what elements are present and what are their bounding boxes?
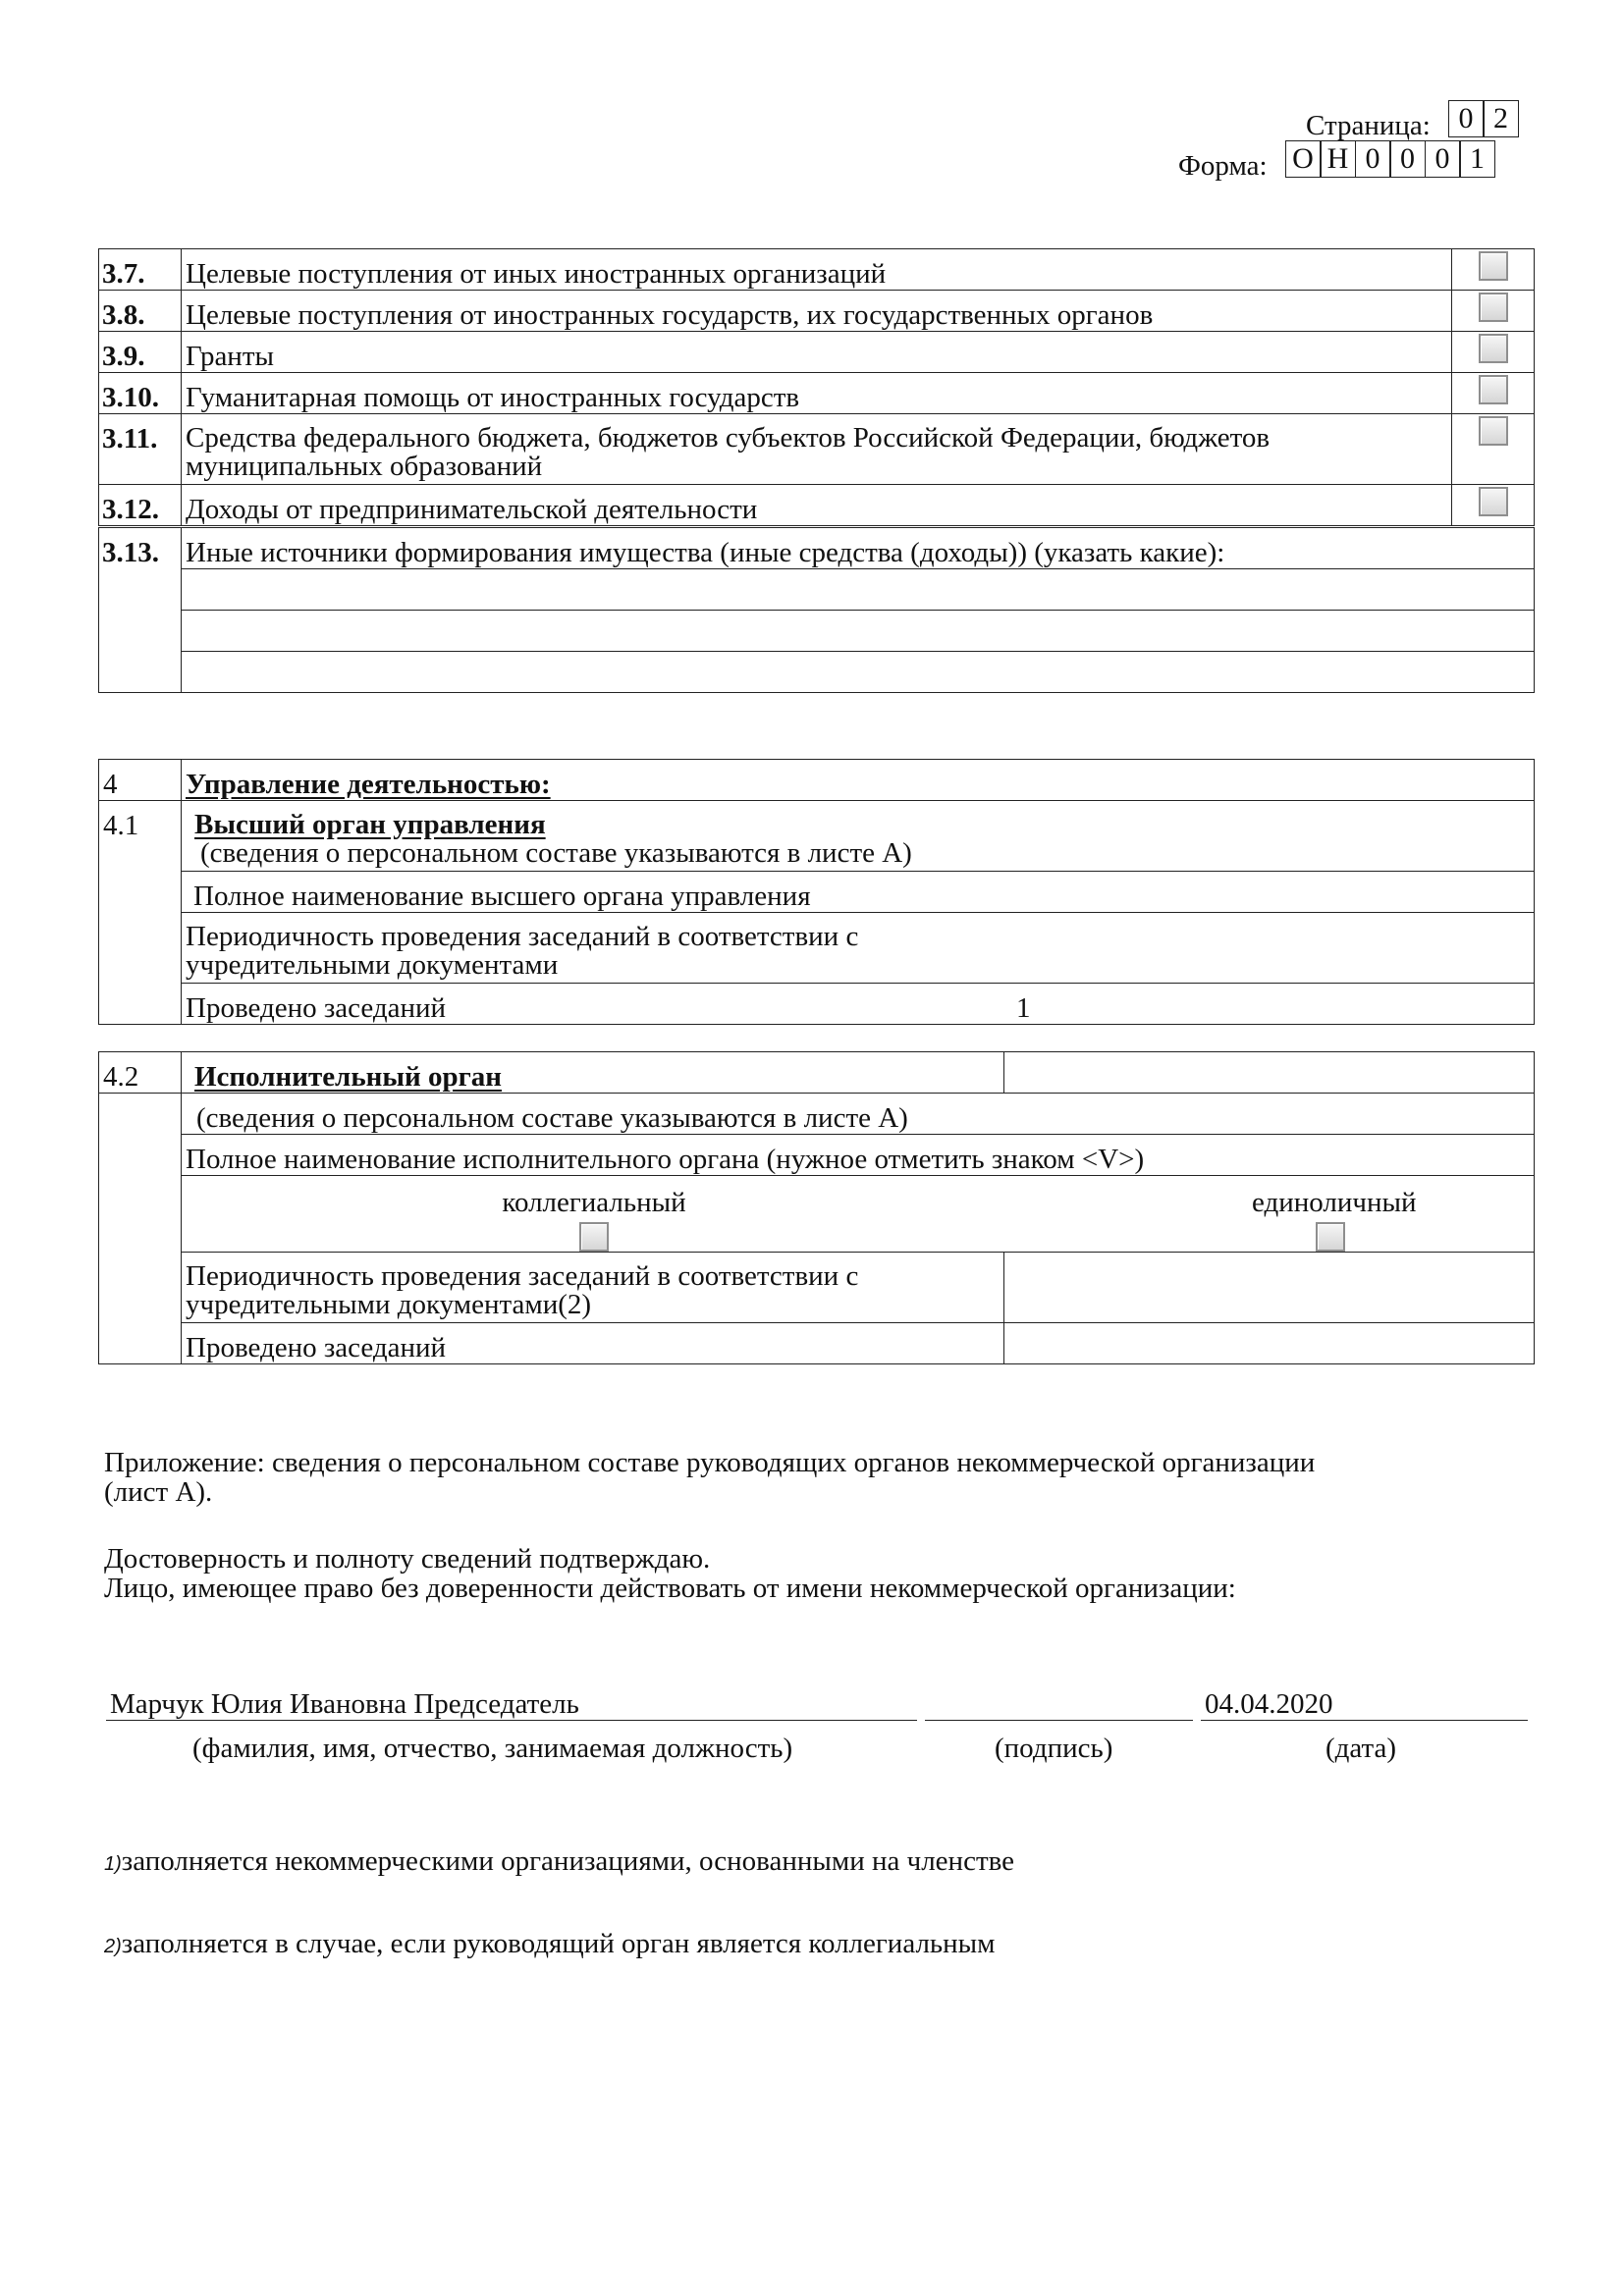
section4-2-table <box>98 1051 1535 1364</box>
table-row <box>99 1323 1535 1364</box>
section-number: 4 <box>99 760 182 801</box>
full-name-label: Полное наименование исполнительного органа (нужное отметить знаком <V>) <box>182 1135 1535 1176</box>
name-caption: (фамилия, имя, отчество, занимаемая должность) <box>192 1733 793 1764</box>
meetings-label: Проведено заседаний <box>182 1323 1004 1364</box>
section-number: 4.2 <box>99 1052 182 1094</box>
option-collegial <box>496 1188 692 1253</box>
row-number: 3.12. <box>99 485 182 526</box>
form-label: Форма: <box>1178 150 1268 182</box>
row-number: 3.11. <box>99 414 182 485</box>
appendix-text-continued: (лист А). <box>104 1476 213 1508</box>
meetings-label: Проведено заседаний <box>186 992 447 1024</box>
full-name-label: Полное наименование высшего органа управления <box>182 872 1535 913</box>
date-underline <box>1201 1720 1528 1721</box>
table-row <box>99 485 1535 526</box>
checkbox[interactable] <box>1479 334 1508 363</box>
page-label: Страница: <box>1306 110 1431 141</box>
subsection-note: (сведения о персональном составе указываются в листе А) <box>200 837 912 869</box>
row-text: Целевые поступления от иных иностранных организаций <box>182 249 1452 291</box>
signature-underline[interactable] <box>925 1720 1193 1721</box>
table-row <box>99 872 1535 913</box>
form-code-char: 0 <box>1425 140 1461 178</box>
meetings-value[interactable] <box>1004 1323 1535 1364</box>
subsection-title: Высший орган управления <box>194 809 546 840</box>
table-row <box>99 1176 1535 1253</box>
row-number: 3.10. <box>99 373 182 414</box>
executive-body-value[interactable] <box>1004 1052 1535 1094</box>
page-digit: 0 <box>1448 100 1485 137</box>
table-row <box>99 373 1535 414</box>
other-source-line[interactable] <box>182 652 1535 693</box>
page-number-boxes <box>1449 100 1519 137</box>
checkbox[interactable] <box>1479 251 1508 281</box>
footnote-text: заполняется в случае, если руководящий орган является коллегиальным <box>121 1928 996 1959</box>
subsection-note: (сведения о персональном составе указываются в листе А) <box>182 1094 1535 1135</box>
row-text: Гуманитарная помощь от иностранных государств <box>182 373 1452 414</box>
form-code-char: Н <box>1320 140 1356 178</box>
page-digit: 2 <box>1483 100 1519 137</box>
periodicity-label-continued: учредительными документами(2) <box>186 1289 592 1320</box>
form-code-char: 0 <box>1355 140 1391 178</box>
signer-name-value: Марчук Юлия Ивановна Председатель <box>110 1688 579 1720</box>
table-row <box>99 913 1535 984</box>
periodicity-label: Периодичность проведения заседаний в соответствии с <box>186 1260 859 1292</box>
section-title: Управление деятельностью: <box>182 760 1535 801</box>
other-source-line[interactable] <box>182 569 1535 611</box>
table-row <box>99 984 1535 1025</box>
authorized-person-text: Лицо, имеющее право без доверенности действовать от имени некоммерческой организации: <box>104 1573 1236 1604</box>
form-code-char: О <box>1285 140 1322 178</box>
table-row <box>99 332 1535 373</box>
signature-caption: (подпись) <box>995 1733 1113 1764</box>
row-text-continued: муниципальных образований <box>186 451 543 482</box>
table-row <box>99 1135 1535 1176</box>
table-row <box>99 291 1535 332</box>
appendix-text: Приложение: сведения о персональном составе руководящих органов некоммерческой организации <box>104 1447 1316 1478</box>
row-text: Средства федерального бюджета, бюджетов субъектов Российской Федерации, бюджетов <box>186 422 1271 454</box>
section4-1-table <box>98 759 1535 1025</box>
option-sole-label: единоличный <box>1252 1187 1417 1218</box>
row-number: 3.13. <box>99 528 182 693</box>
checkbox[interactable] <box>1479 416 1508 446</box>
footnote-mark: 1) <box>104 1853 122 1875</box>
row-number: 3.9. <box>99 332 182 373</box>
row-text: Доходы от предпринимательской деятельности <box>182 485 1452 526</box>
sole-checkbox[interactable] <box>1316 1222 1345 1252</box>
date-caption: (дата) <box>1325 1733 1397 1764</box>
form-code-boxes <box>1286 140 1495 178</box>
option-collegial-label: коллегиальный <box>502 1187 686 1218</box>
confirmation-text: Достоверность и полноту сведений подтверждаю. <box>104 1543 711 1575</box>
row-text: Целевые поступления от иностранных государств, их государственных органов <box>182 291 1452 332</box>
row-text: Гранты <box>182 332 1452 373</box>
section3-sources-table <box>98 248 1535 526</box>
subsection-title: Исполнительный орган <box>182 1052 1004 1094</box>
periodicity-label-continued: учредительными документами <box>186 949 559 981</box>
footnote-mark: 2) <box>104 1936 122 1957</box>
name-underline <box>106 1720 917 1721</box>
table-row <box>99 1094 1535 1135</box>
periodicity-label: Периодичность проведения заседаний в соответствии с <box>186 921 859 952</box>
checkbox[interactable] <box>1479 293 1508 322</box>
checkbox[interactable] <box>1479 375 1508 404</box>
checkbox[interactable] <box>1479 487 1508 516</box>
table-row <box>99 801 1535 872</box>
footnote-text: заполняется некоммерческими организациями, основанными на членстве <box>121 1845 1015 1877</box>
meetings-value: 1 <box>1016 992 1031 1024</box>
table-row <box>99 528 1535 569</box>
table-row <box>99 249 1535 291</box>
other-source-line[interactable] <box>182 611 1535 652</box>
table-row <box>99 760 1535 801</box>
row-number: 3.8. <box>99 291 182 332</box>
collegial-checkbox[interactable] <box>579 1222 609 1252</box>
form-code-char: 0 <box>1389 140 1426 178</box>
table-row <box>99 414 1535 485</box>
section-number: 4.1 <box>99 801 182 1025</box>
table-row <box>99 1253 1535 1323</box>
form-code-char: 1 <box>1459 140 1495 178</box>
option-sole <box>1252 1187 1417 1253</box>
row-text: Иные источники формирования имущества (иные средства (доходы)) (указать какие): <box>182 528 1535 569</box>
footnote <box>104 1930 996 1958</box>
row-number: 3.7. <box>99 249 182 291</box>
date-value: 04.04.2020 <box>1205 1688 1333 1720</box>
footnote <box>104 1847 1014 1876</box>
section3-other-sources-table <box>98 527 1535 693</box>
periodicity-value[interactable] <box>1004 1253 1535 1323</box>
table-row <box>99 1052 1535 1094</box>
